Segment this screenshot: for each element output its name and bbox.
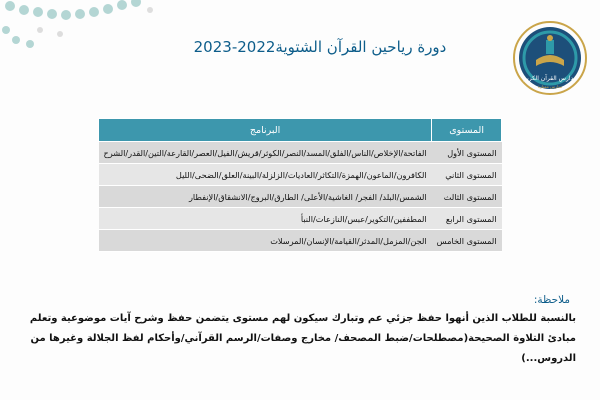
- logo-name: مدارس القرآن الكريم: [523, 75, 577, 82]
- level-cell: المستوى الأول: [432, 142, 502, 164]
- table-row: [99, 142, 502, 164]
- program-table: [98, 118, 502, 252]
- page-title: دورة رياحين القرآن الشتوية2022-2023: [193, 38, 447, 56]
- table-row: [99, 208, 502, 230]
- decorative-bead-pattern: [0, 0, 180, 70]
- logo-tagline: مدارس ممتازة: [537, 84, 563, 89]
- table-row: [99, 230, 502, 252]
- level-cell: المستوى الخامس: [432, 230, 502, 252]
- program-cell: الكافرون/الماعون/الهمزة/التكاثر/العاديات/الزلزلة/البينة/العلق/الضحى/الليل: [99, 164, 432, 186]
- level-cell: المستوى الرابع: [432, 208, 502, 230]
- table-row: [99, 164, 502, 186]
- note-label: ملاحظة:: [533, 294, 570, 306]
- program-cell: الشمس/البلد/ الفجر/ الغاشية/الأعلى/ الطارق/البروج/الانشقاق/الإنفطار: [99, 186, 432, 208]
- level-cell: المستوى الثالث: [432, 186, 502, 208]
- program-cell: المطففين/التكوير/عبس/النازعات/النبأ: [99, 208, 432, 230]
- table-row: [99, 186, 502, 208]
- level-cell: المستوى الثاني: [432, 164, 502, 186]
- program-cell: الجن/المزمل/المدثر/القيامة/الإنسان/المرسلات: [99, 230, 432, 252]
- header-program: البرنامج: [99, 119, 432, 142]
- note-text: بالنسبة للطلاب الذين أنهوا حفظ جزئي عم وتبارك سيكون لهم مستوى يتضمن حفظ وشرح آيات موضوعية وتعلم مبادئ التلاوة الصحيحة(مصطلحات/ضبط المصحف/ مخارج وصفات/الرسم القرآني/وأحكام لفظ الجلالة وغيرها من الدروس...): [29, 313, 576, 364]
- program-cell: الفاتحة/الإخلاص/الناس/الفلق/المسد/النصر/الكوثر/قريش/الفيل/العصر/القارعة/التين/القدر/الشرح: [99, 142, 432, 164]
- header-level: المستوى: [432, 119, 502, 142]
- school-logo: [508, 20, 592, 112]
